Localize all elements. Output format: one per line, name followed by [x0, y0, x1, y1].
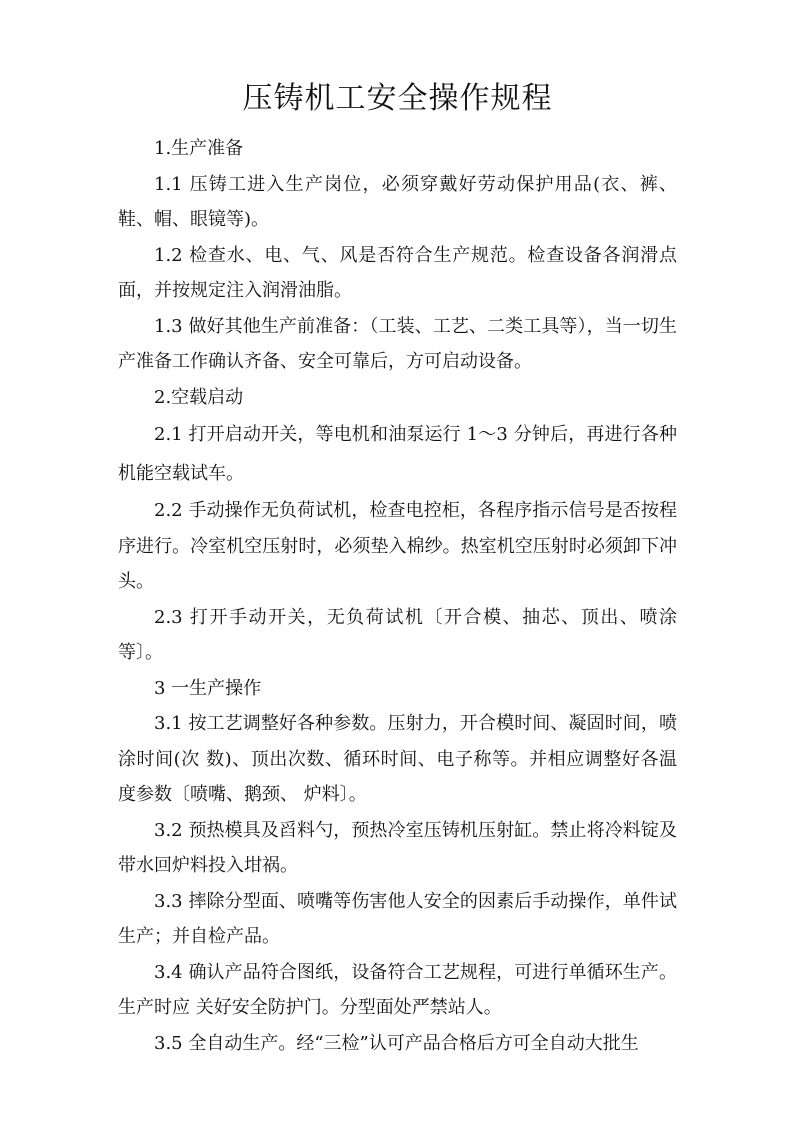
document-title: 压铸机工安全操作规程 — [242, 81, 553, 116]
section-heading: 3 一生产操作 — [154, 677, 262, 699]
section-heading: 1.生产准备 — [154, 138, 244, 159]
paragraph: 1.2 检查水、电、气、风是否符合生产规范。检查设备各润滑点面，并按规定注入润滑油脂。 — [118, 244, 677, 301]
document-body — [118, 131, 677, 1061]
paragraph: 3.5 全自动生产。经“三检”认可产品合格后方可全自动大批生 — [154, 1032, 639, 1054]
paragraph: 2.3 打开手动开关，无负荷试机〔开合模、抽芯、顶出、喷涂等〕。 — [118, 606, 677, 663]
paragraph: 3.1 按工艺调整好各种参数。压射力，开合模时间、凝固时间，喷涂时间(次 数)、顶出次数、循环时间、电子称等。并相应调整好各温度参数〔喷嘴、鹅颈、 炉料〕。 — [118, 713, 677, 805]
paragraph: 3.2 预热模具及舀料勺，预热冷室压铸机压射缸。禁止将冷料锭及带水回炉料投入坩祸。 — [118, 819, 677, 876]
paragraph: 2.1 打开启动开关，等电机和油泵运行 1〜3 分钟后，再进行各种机能空载试车。 — [118, 424, 677, 484]
paragraph: 1.1 压铸工进入生产岗位，必须穿戴好劳动保护用品(衣、裤、鞋、帽、眼镜等)。 — [118, 173, 677, 230]
paragraph: 3.4 确认产品符合图纸，设备符合工艺规程，可进行单循环生产。生产时应 关好安全防护门。分型面处严禁站人。 — [118, 961, 677, 1018]
paragraph: 2.2 手动操作无负荷试机，检查电控柜，各程序指示信号是否按程序进行。冷室机空压射时，必须垫入棉纱。热室机空压射时必须卸下冲头。 — [118, 500, 677, 592]
paragraph: 3.3 摔除分型面、喷嘴等伤害他人安全的因素后手动操作，单件试生产；并自检产品。 — [118, 890, 677, 947]
paragraph: 1.3 做好其他生产前准备：（工装、工艺、二类工具等），当一切生产准备工作确认齐备、安全可靠后，方可启动设备。 — [118, 315, 677, 372]
section-heading: 2.空载启动 — [154, 386, 244, 408]
